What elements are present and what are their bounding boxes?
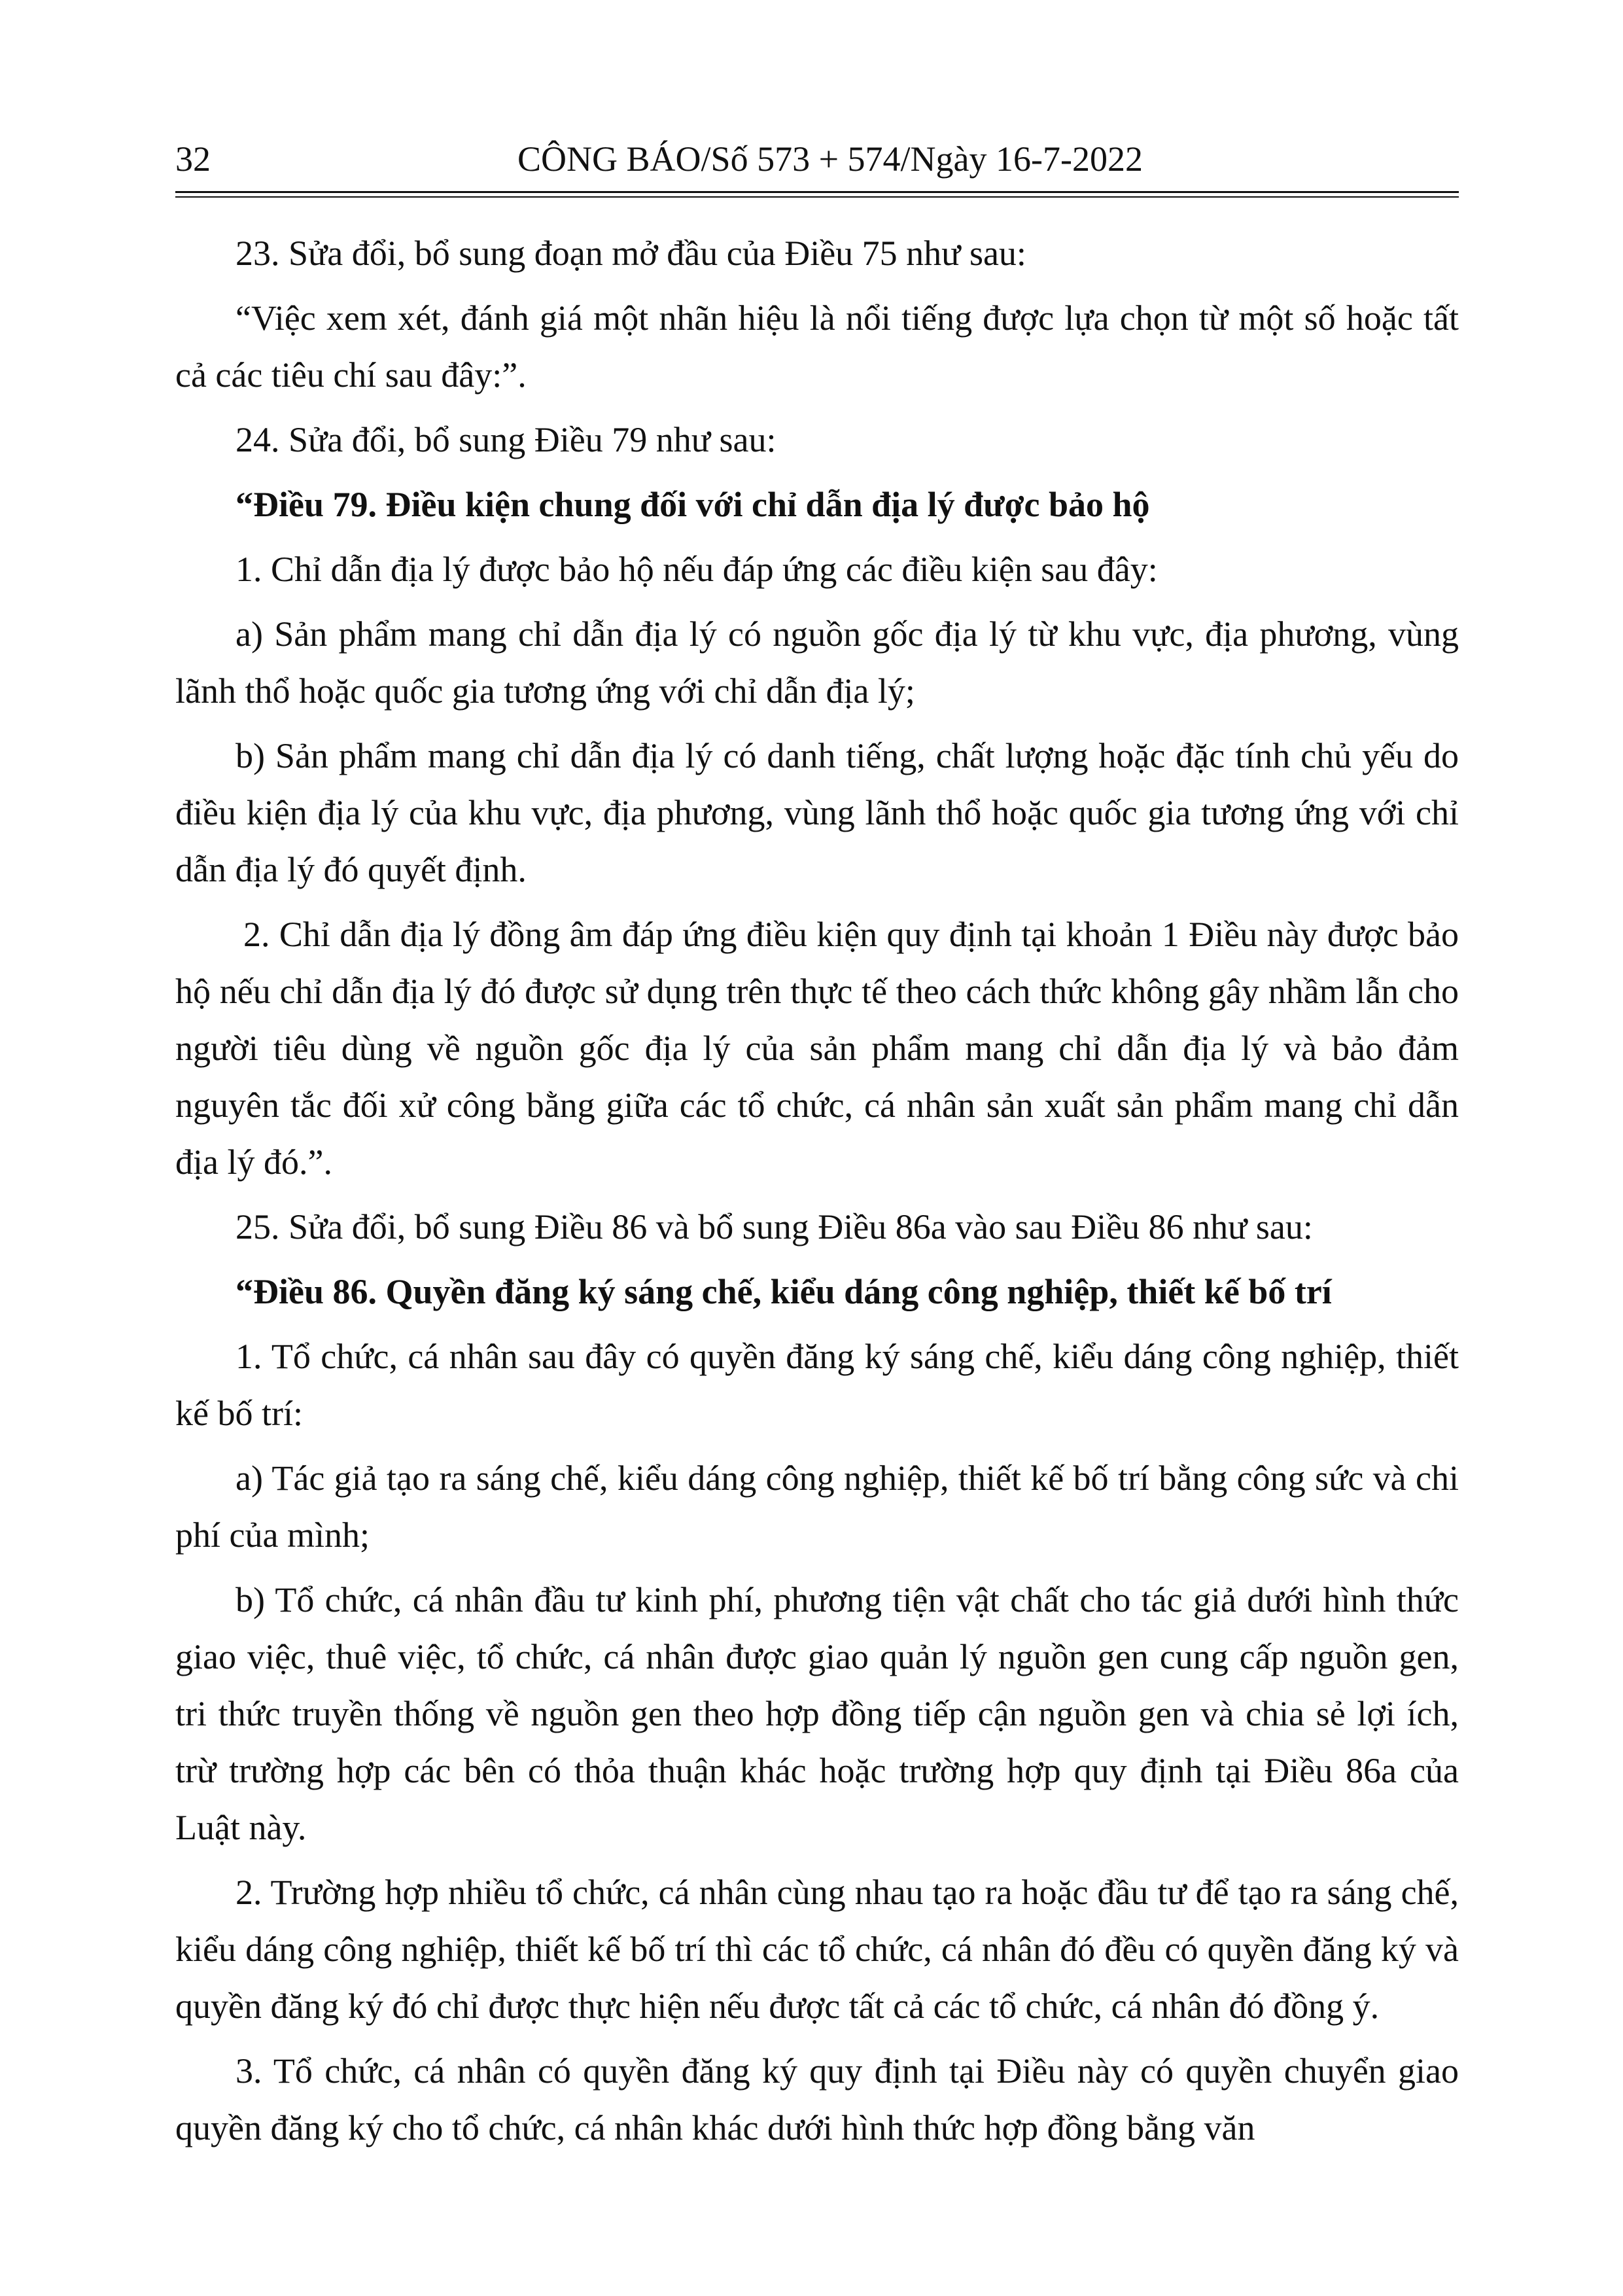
page-number: 32 xyxy=(175,139,211,179)
article-79-point-a: a) Sản phẩm mang chỉ dẫn địa lý có nguồn gốc địa lý từ khu vực, địa phương, vùng lãnh thổ hoặc quốc gia tương ứng với chỉ dẫn địa lý; xyxy=(175,614,1459,711)
article-86-point-b: b) Tổ chức, cá nhân đầu tư kinh phí, phương tiện vật chất cho tác giả dưới hình thức giao việc, thuê việc, tổ chức, cá nhân được giao quản lý nguồn gen cung cấp nguồn gen, tri thức truyền thống về nguồn gen theo hợp đồng tiếp cận nguồn gen và chia sẻ lợi ích, trừ trường hợp các bên có thỏa thuận khác hoặc trường hợp quy định tại Điều 86a của Luật này. xyxy=(175,1580,1459,1847)
article-79-clause-1: 1. Chỉ dẫn địa lý được bảo hộ nếu đáp ứng các điều kiện sau đây: xyxy=(236,550,1158,589)
article-79-point-b: b) Sản phẩm mang chỉ dẫn địa lý có danh tiếng, chất lượng hoặc đặc tính chủ yếu do điều kiện địa lý của khu vực, địa phương, vùng lãnh thổ hoặc quốc gia tương ứng với chỉ dẫn địa lý đó quyết định. xyxy=(175,736,1459,889)
article-86-clause-1: 1. Tổ chức, cá nhân sau đây có quyền đăng ký sáng chế, kiểu dáng công nghiệp, thiết kế bố trí: xyxy=(175,1337,1459,1433)
paragraph-item-25: 25. Sửa đổi, bổ sung Điều 86 và bổ sung Điều 86a vào sau Điều 86 như sau: xyxy=(236,1207,1313,1246)
article-86-clause-2: 2. Trường hợp nhiều tổ chức, cá nhân cùng nhau tạo ra hoặc đầu tư để tạo ra sáng chế, kiểu dáng công nghiệp, thiết kế bố trí thì các tổ chức, cá nhân đó đều có quyền đăng ký và quyền đăng ký đó chỉ được thực hiện nếu được tất cả các tổ chức, cá nhân đó đồng ý. xyxy=(175,1873,1459,2026)
article-86-point-a: a) Tác giả tạo ra sáng chế, kiểu dáng công nghiệp, thiết kế bố trí bằng công sức và chi phí của mình; xyxy=(175,1458,1459,1555)
paragraph-item-24: 24. Sửa đổi, bổ sung Điều 79 như sau: xyxy=(236,420,777,459)
header-rule-top xyxy=(175,191,1459,193)
article-79-heading: “Điều 79. Điều kiện chung đối với chỉ dẫn địa lý được bảo hộ xyxy=(236,485,1150,524)
paragraph-item-23: 23. Sửa đổi, bổ sung đoạn mở đầu của Điều 75 như sau: xyxy=(236,234,1026,273)
paragraph-quote-famous-mark: “Việc xem xét, đánh giá một nhãn hiệu là nổi tiếng được lựa chọn từ một số hoặc tất cả các tiêu chí sau đây:”. xyxy=(175,298,1459,395)
document-body xyxy=(175,225,1459,2164)
gazette-title: CÔNG BÁO/Số 573 + 574/Ngày 16-7-2022 xyxy=(517,139,1143,179)
header-rule-bottom xyxy=(175,196,1459,198)
article-79-clause-2: 2. Chỉ dẫn địa lý đồng âm đáp ứng điều kiện quy định tại khoản 1 Điều này được bảo hộ nếu chỉ dẫn địa lý đó được sử dụng trên thực tế theo cách thức không gây nhầm lẫn cho người tiêu dùng về nguồn gốc địa lý của sản phẩm mang chỉ dẫn địa lý và bảo đảm nguyên tắc đối xử công bằng giữa các tổ chức, cá nhân sản xuất sản phẩm mang chỉ dẫn địa lý đó.”. xyxy=(175,915,1459,1182)
article-86-heading: “Điều 86. Quyền đăng ký sáng chế, kiểu dáng công nghiệp, thiết kế bố trí xyxy=(236,1272,1332,1311)
article-86-clause-3: 3. Tổ chức, cá nhân có quyền đăng ký quy định tại Điều này có quyền chuyển giao quyền đăng ký cho tổ chức, cá nhân khác dưới hình thức hợp đồng bằng văn xyxy=(175,2051,1459,2147)
page-header xyxy=(175,136,1459,182)
